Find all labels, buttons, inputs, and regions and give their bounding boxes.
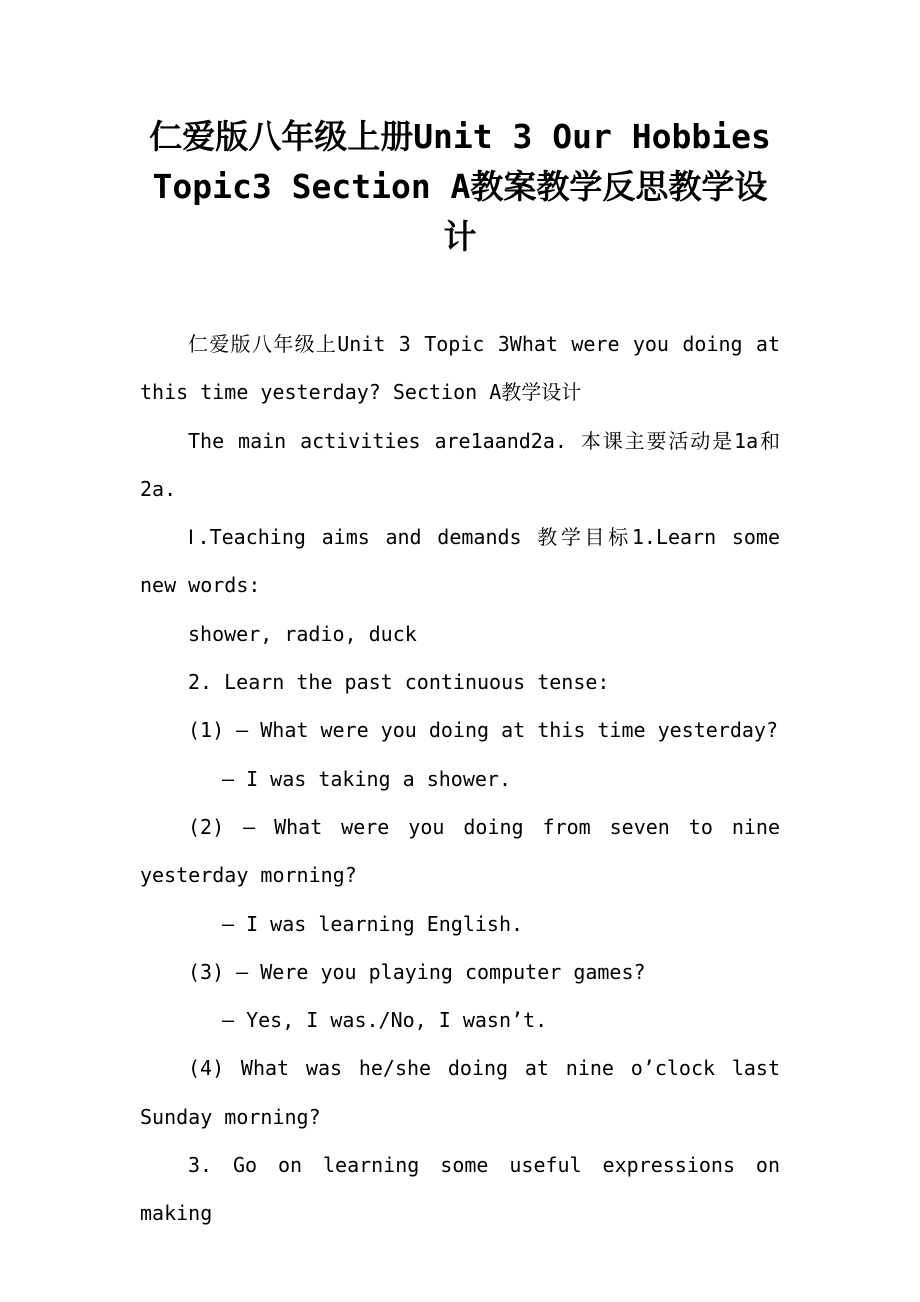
paragraph: The main activities are1aand2a. 本课主要活动是1a和2a. xyxy=(140,428,780,501)
paragraph: — I was learning English. xyxy=(222,911,524,936)
paragraph: (3) — Were you playing computer games? xyxy=(188,959,646,984)
paragraph: Ⅰ.Teaching aims and demands 教学目标1.Learn some new words: xyxy=(140,525,780,598)
paragraph: 3. Go on learning some useful expressions on making xyxy=(140,1153,780,1226)
paragraph: — Yes, I was./No, I wasn’t. xyxy=(222,1008,548,1033)
document-body xyxy=(140,320,780,1238)
paragraph: 2. Learn the past continuous tense: xyxy=(188,670,610,695)
paragraph: (1) — What were you doing at this time yesterday? xyxy=(188,718,779,743)
document-title: 仁爱版八年级上册Unit 3 Our Hobbies Topic3 Section A教案教学反思教学设计 xyxy=(149,117,771,256)
paragraph: (4) What was he/she doing at nine o’clock last Sunday morning? xyxy=(140,1056,780,1129)
paragraph: — I was taking a shower. xyxy=(222,766,511,791)
paragraph: 仁爱版八年级上Unit 3 Topic 3What were you doing at this time yesterday? Section A教学设计 xyxy=(140,332,780,405)
paragraph: (2) — What were you doing from seven to nine yesterday morning? xyxy=(140,814,780,888)
paragraph: shower, radio, duck xyxy=(188,621,417,646)
